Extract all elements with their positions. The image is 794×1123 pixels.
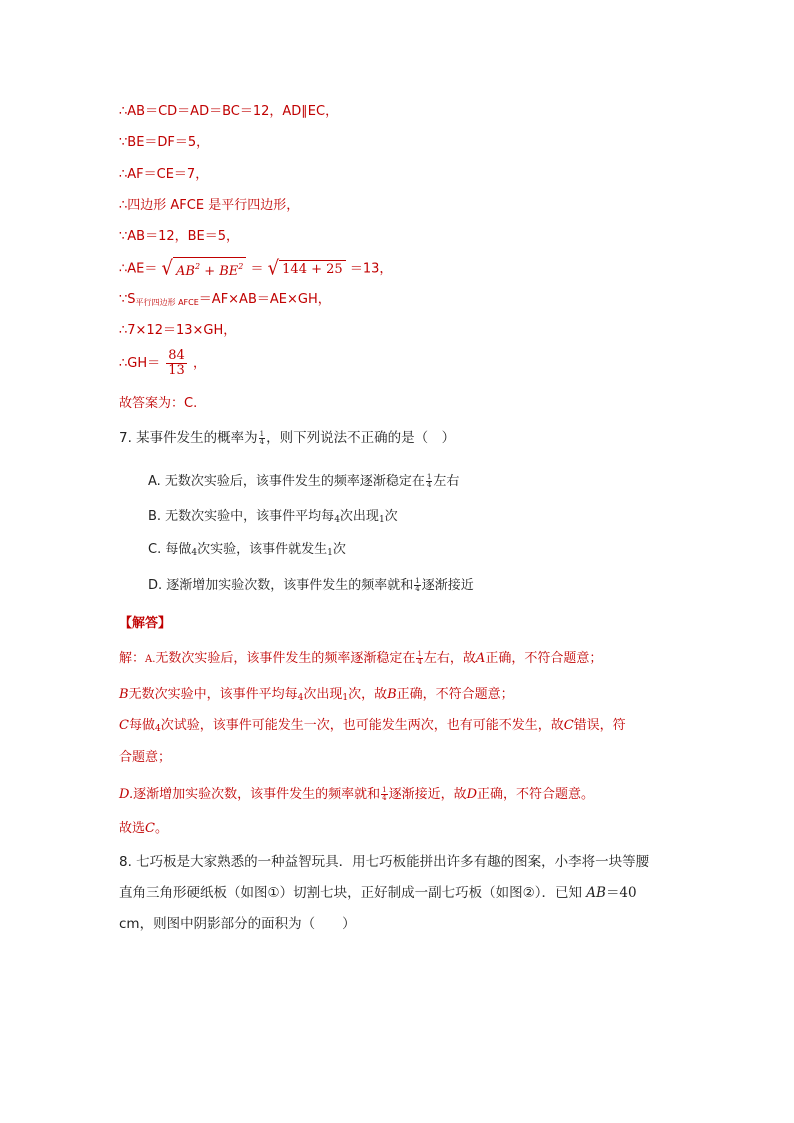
question-8-line-2: 直角三角形硬纸板（如图①）切割七块，正好制成一副七巧板（如图②）．已知 AB＝40	[119, 885, 637, 901]
answer-line-d: D.逐渐增加实验次数，该事件发生的频率就和 $\frac{1}{4}$ 逐渐接近，故D正确，不符合题意。	[119, 786, 595, 802]
solution-line-5: ∵AB＝12，BE＝5，	[119, 229, 240, 244]
solution-line-8: ∴7×12＝13×GH，	[119, 323, 237, 338]
solution-line-1: ∴AB＝CD＝AD＝BC＝12，AD∥EC，	[119, 104, 339, 119]
option-d[interactable]: D. 逐渐增加实验次数，该事件发生的频率就和 $\frac{1}{4}$ 逐渐接近	[148, 577, 474, 593]
answer-choice: 故选C。	[119, 821, 168, 836]
solution-line-7: $\because S_{平行四边形 AFCE}=AF\times AB=AE\times GH$，	[119, 292, 331, 307]
option-b[interactable]: B. 无数次实验中，该事件平均每$_4$次出现$_1$次	[148, 509, 398, 525]
solution-line-6	[119, 257, 392, 281]
ae-prefix: ∴AE＝	[119, 261, 158, 277]
option-c[interactable]: C. 每做$_4$次实验，该事件就发生$_1$次	[148, 542, 346, 558]
answer-heading: 【解答】	[119, 616, 172, 631]
probability-fraction: $\frac{1}{4}$	[259, 429, 265, 446]
answer-line-c-cont: 合题意；	[119, 750, 172, 765]
question-8-line-1: 8. 七巧板是大家熟悉的一种益智玩具．用七巧板能拼出许多有趣的图案，小李将一块等腰	[119, 854, 650, 870]
option-a[interactable]: A. 无数次实验后，该事件发生的频率逐渐稳定在 $\frac{1}{4}$ 左右	[148, 473, 460, 489]
equals-sign: ＝	[250, 261, 264, 277]
option-a-fraction: $\frac{1}{4}$	[426, 473, 432, 489]
solution-line-4: ∴四边形 AFCE 是平行四边形，	[119, 198, 300, 213]
answer-line-a: 解：A.无数次实验后，该事件发生的频率逐渐稳定在 $\frac{1}{4}$ 左右，故A正确，不符合题意；	[119, 650, 603, 666]
answer-line-c: C每做$_4$次试验，该事件可能发生一次，也可能发生两次，也有可能不发生，故C错误，符	[119, 718, 626, 734]
question-7-stem: 7. 某事件发生的概率为 $\frac{1}{4}$ ，则下列说法不正确的是（ ）	[119, 429, 456, 446]
answer-a-fraction: $\frac{1}{4}$	[417, 650, 422, 666]
sqrt-expression-2: √ 144 + 25	[268, 260, 346, 279]
option-d-fraction: $\frac{1}{4}$	[415, 577, 420, 593]
solution-line-3: ∴AF＝CE＝7，	[119, 167, 209, 182]
sqrt-expression-1: √ $AB^2 + BE^2$	[162, 257, 247, 281]
answer-d-fraction: $\frac{1}{4}$	[382, 786, 387, 802]
ae-result: ＝13，	[349, 261, 393, 277]
question-8-line-3: cm，则图中阴影部分的面积为（ ）	[119, 916, 356, 932]
gh-fraction: $\frac{84}{13}$	[168, 348, 185, 378]
solution-line-9: ∴GH＝ $\frac{84}{13}$ ，	[119, 348, 206, 378]
solution-line-2: ∵BE＝DF＝5，	[119, 135, 210, 150]
solution-answer: 故答案为：C.	[119, 396, 198, 411]
answer-line-b: B无数次实验中，该事件平均每$_4$次出现$_1$次，故B正确，不符合题意；	[119, 687, 514, 703]
